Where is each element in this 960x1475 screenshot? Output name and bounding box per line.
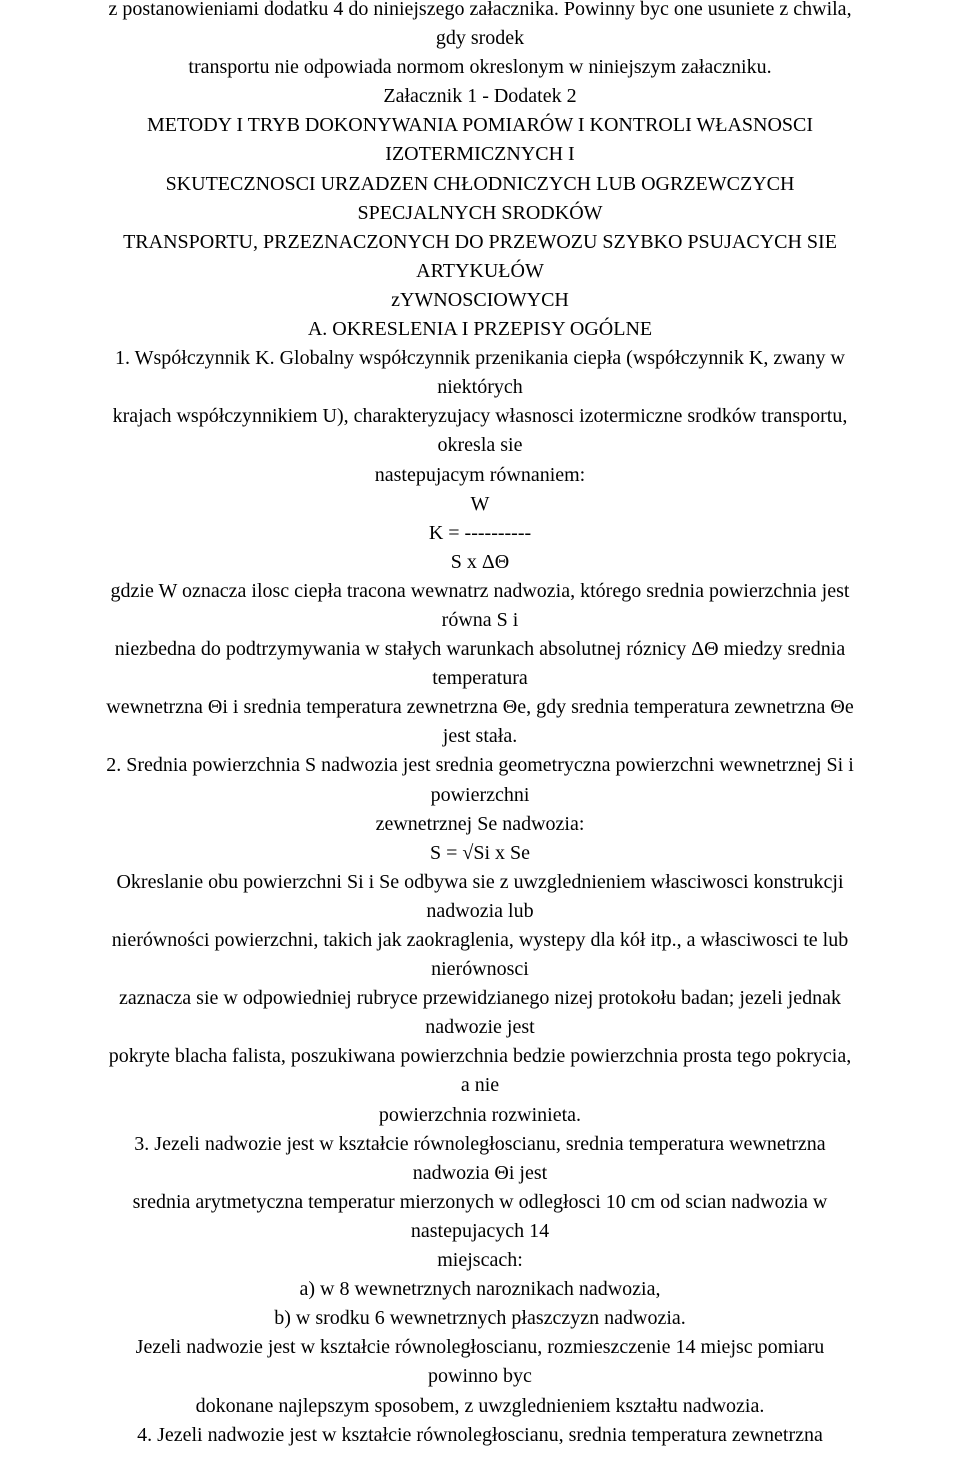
text-line: równa S i <box>441 608 519 631</box>
text-line: gdzie W oznacza ilosc ciepła tracona wewnatrz nadwozia, którego srednia powierzchnia jest <box>110 579 850 602</box>
text-line: wewnetrzna Θi i srednia temperatura zewnetrzna Θe, gdy srednia temperatura zewnetrzna Θe <box>106 696 854 719</box>
text-line: a) w 8 wewnetrznych naroznikach nadwozia, <box>299 1278 661 1301</box>
text-line: krajach współczynnikiem U), charakteryzujacy własnosci izotermiczne srodków transportu, <box>112 405 848 428</box>
text-line: nierówności powierzchni, takich jak zaokraglenia, wystepy dla kół itp., a własciwosci te lub <box>111 929 849 951</box>
text-line: A. OKRESLENIA I PRZEPISY OGÓLNE <box>307 318 653 341</box>
text-line: ARTYKUŁÓW <box>416 259 544 282</box>
text-line: TRANSPORTU, PRZEZNACZONYCH DO PRZEWOZU SZYBKO PSUJACYCH SIE <box>123 230 837 253</box>
text-line: temperatura <box>432 667 528 690</box>
text-line: nadwozie jest <box>425 1016 535 1039</box>
text-line: okresla sie <box>437 434 523 457</box>
text-line: b) w srodku 6 wewnetrznych płaszczyzn nadwozia. <box>274 1307 686 1330</box>
text-line: Załacznik 1 - Dodatek 2 <box>383 85 577 108</box>
text-line: a nie <box>460 1074 500 1097</box>
text-line: powierzchni <box>430 783 530 806</box>
text-line: nierównosci <box>431 958 529 981</box>
text-line: METODY I TRYB DOKONYWANIA POMIARÓW I KONTROLI WŁASNOSCI <box>146 114 814 137</box>
text-line: z postanowieniami dodatku 4 do niniejszego załacznika. Powinny byc one usuniete z chwila, <box>108 0 852 20</box>
text-line: pokryte blacha falista, poszukiwana powierzchnia bedzie powierzchnia prosta tego pokrycia, <box>108 1045 852 1068</box>
text-line: niektórych <box>437 376 523 399</box>
text-line: nadwozia Θi jest <box>412 1161 548 1184</box>
text-line: W <box>470 492 490 515</box>
text-line: S x ΔΘ <box>450 550 510 573</box>
text-line: zYWNOSCIOWYCH <box>391 288 569 311</box>
text-line: powierzchnia rozwinieta. <box>378 1103 582 1126</box>
text-line: nastepujacych 14 <box>410 1219 550 1242</box>
text-line: Jezeli nadwozie jest w kształcie równoległoscianu, rozmieszczenie 14 miejsc pomiaru <box>135 1336 825 1359</box>
text-line: srednia arytmetyczna temperatur mierzonych w odległosci 10 cm od scian nadwozia w <box>132 1190 828 1213</box>
text-line: IZOTERMICZNYCH I <box>385 143 575 166</box>
text-line: transportu nie odpowiada normom okreslonym w niniejszym załaczniku. <box>188 56 772 79</box>
text-line: Okreslanie obu powierzchni Si i Se odbywa sie z uwzglednieniem własciwosci konstrukcji <box>116 870 844 893</box>
text-line: nadwozia lub <box>426 899 534 922</box>
text-line: 2. Srednia powierzchnia S nadwozia jest srednia geometryczna powierzchni wewnetrznej Si i <box>106 754 854 777</box>
text-line: 1. Współczynnik K. Globalny współczynnik przenikania ciepła (współczynnik K, zwany w <box>115 347 845 370</box>
text-line: miejscach: <box>437 1249 523 1272</box>
text-line: zewnetrznej Se nadwozia: <box>375 812 585 835</box>
text-line: zaznacza sie w odpowiedniej rubryce przewidzianego nizej protokołu badan; jezeli jednak <box>119 987 841 1010</box>
text-line: niezbedna do podtrzymywania w stałych warunkach absolutnej róznicy ΔΘ miedzy srednia <box>114 638 846 661</box>
text-line: 4. Jezeli nadwozie jest w kształcie równoległoscianu, srednia temperatura zewnetrzna <box>137 1423 823 1446</box>
text-line: jest stała. <box>442 725 518 748</box>
text-line: 3. Jezeli nadwozie jest w kształcie równoległoscianu, srednia temperatura wewnetrzna <box>134 1132 826 1155</box>
text-line: dokonane najlepszym sposobem, z uwzglednieniem kształtu nadwozia. <box>195 1394 765 1417</box>
text-line: SPECJALNYCH SRODKÓW <box>357 201 603 224</box>
text-line: K = ---------- <box>428 521 532 544</box>
text-line: nastepujacym równaniem: <box>374 463 586 486</box>
text-line: S = √Si x Se <box>429 841 531 864</box>
text-line: powinno byc <box>428 1365 532 1388</box>
document-body <box>4 0 956 1450</box>
text-line: SKUTECZNOSCI URZADZEN CHŁODNICZYCH LUB OGRZEWCZYCH <box>165 172 795 195</box>
text-line: gdy srodek <box>435 27 525 50</box>
